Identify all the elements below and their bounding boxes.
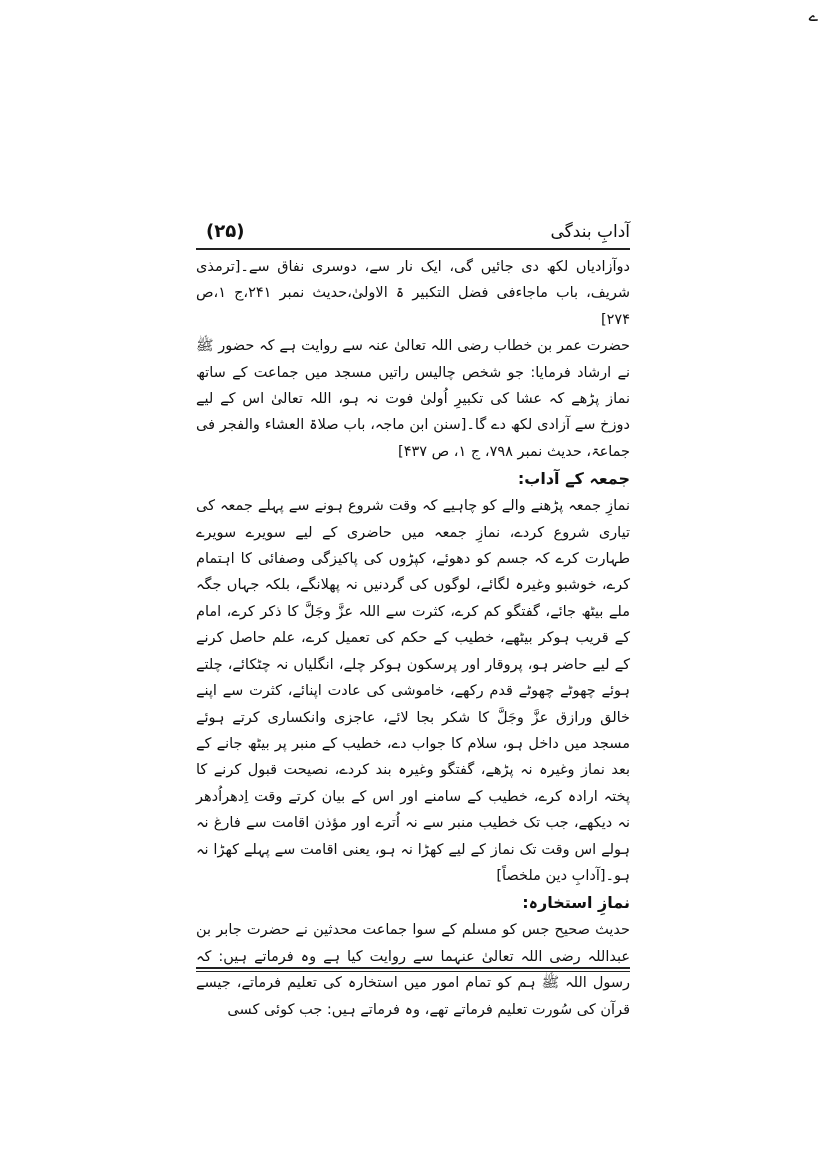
running-header bbox=[196, 220, 630, 246]
page-number: (۲۵) bbox=[206, 221, 245, 242]
corner-mark: ے bbox=[808, 6, 818, 25]
section-heading-jumua: جمعہ کے آداب: bbox=[517, 469, 630, 489]
section-heading-istikhara: نمازِ استخارہ: bbox=[522, 893, 630, 913]
section-text-jumua: نمازِ جمعہ پڑھنے والے کو چاہیے کہ وقت شروع ہونے سے پہلے جمعہ کی تیاری شروع کردے، نمازِ جمعہ میں حاضری کے لیے سویرے سویرے طہارت کرے کہ جسم کو دھوئے، کپڑوں کی پاکیزگی وصفائی کا اہتمام کرے، خوشبو وغیرہ لگائے، لوگوں کی گردنیں نہ پھلانگے، بلکہ جہاں جگہ ملے بیٹھ جائے، گفتگو کم کرے، کثرت سے اللہ عزَّ وجَلَّ کا ذکر کرے، امام کے قریب ہوکر بیٹھے، خطیب کے حکم کی تعمیل کرے، علم حاصل کرنے کے لیے حاضر ہو، پروقار اور پرسکون ہوکر چلے، انگلیاں نہ چٹکائے، چلتے ہوئے چھوٹے چھوٹے قدم رکھے، خاموشی کی عادت اپنائے، کثرت سے اپنے خالق ورازق عزَّ وجَلَّ کا شکر بجا لائے، عاجزی وانکساری کرتے ہوئے مسجد میں داخل ہو، سلام کا جواب دے، خطیب کے منبر پر بیٹھ جانے کے بعد نماز وغیرہ نہ پڑھے، گفتگو وغیرہ بند کردے، نصیحت قبول کرنے کا پختہ ارادہ کرے، خطیب کے سامنے اور اس کے بیان کرتے وقت اِدھراُدھر نہ دیکھے، جب تک خطیب منبر سے نہ اُترے اور مؤذن اقامت سے فارغ نہ ہولے اس وقت تک نماز کے لیے کھڑا نہ ہو، یعنی اقامت سے پہلے کھڑا نہ ہو۔[آدابِ دین ملخصاً] bbox=[196, 498, 630, 884]
footer-rule bbox=[196, 967, 630, 972]
book-title: آدابِ بندگی bbox=[550, 222, 630, 242]
book-page bbox=[196, 220, 630, 1018]
section-text-istikhara: حدیث صحیح جس کو مسلم کے سوا جماعت محدثین نے حضرت جابر بن عبداللہ رضی اللہ تعالیٰ عنہما سے روایت کیا ہے وہ فرماتے ہیں: کہ رسول اللہ ﷺ ہم کو تمام امور میں استخارہ کی تعلیم فرماتے، جیسے قرآن کی سُورت تعلیم فرماتے تھے، وہ فرماتے ہیں: جب کوئی کسی bbox=[196, 922, 630, 1018]
paragraph-hadith-umar: حضرت عمر بن خطاب رضی اللہ تعالیٰ عنہ سے روایت ہے کہ حضور ﷺ نے ارشاد فرمایا: جو شخص چالیس راتیں مسجد میں جماعت کے ساتھ نماز پڑھے کہ عشا کی تکبیرِ اُولیٰ فوت نہ ہو، اللہ تعالیٰ اس کے لیے دوزخ سے آزادی لکھ دے گا۔[سنن ابن ماجہ، باب صلاۃ العشاء والفجر فی جماعۃ، حدیث نمبر ۷۹۸، ج ۱، ص ۴۳۷] bbox=[196, 338, 630, 460]
page-body bbox=[196, 254, 630, 1023]
paragraph-continuation: دوآزادیاں لکھ دی جائیں گی، ایک نار سے، دوسری نفاق سے۔[ترمذی شریف، باب ماجاءفی فضل التکبیر ۃ الاولیٰ،حدیث نمبر ۲۴۱،ج ۱،ص ۲۷۴] bbox=[196, 259, 630, 328]
header-rule bbox=[196, 248, 630, 250]
